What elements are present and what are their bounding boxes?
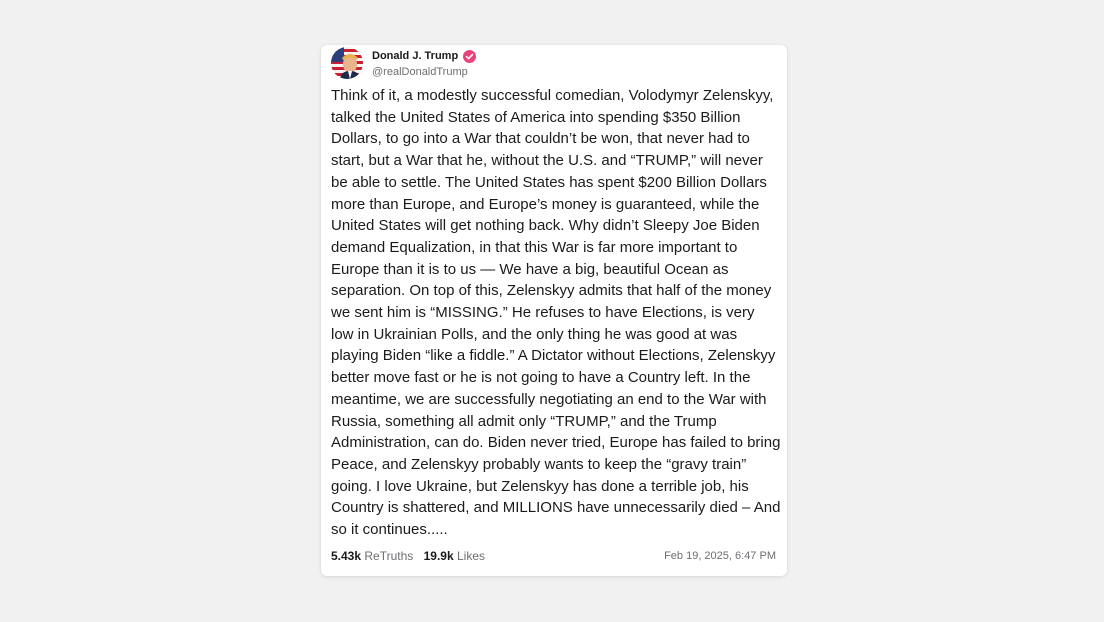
post-body-text: Think of it, a modestly successful comedian, Volodymyr Zelenskyy, talked the United States of America into spending $350 Billion Dollars, to go into a War that couldn’t be won, that never had to start, but a War that he, without the U.S. and “TRUMP,” will never be able to settle. The United States has spent $200 Billion Dollars more than Europe, and Europe’s money is guaranteed, while the United States will get nothing back. Why didn’t Sleepy Joe Biden demand Equalization, in that this War is far more important to Europe than it is to us — We have a big, beautiful Ocean as separation. On top of this, Zelenskyy admits that half of the money we sent him is “MISSING.” He refuses to have Elections, is very low in Ukrainian Polls, and the only thing he was good at was playing Biden “like a fiddle.” A Dictator without Elections, Zelenskyy better move fast or he is not going to have a Country left. In the meantime, we are successfully negotiating an end to the War with Russia, something all admit only “TRUMP,” and the Trump Administration, can do. Biden never tried, Europe has failed to bring Peace, and Zelenskyy probably wants to keep the “gravy train” going. I love Ukraine, but Zelenskyy has done a terrible job, his Country is shattered, and MILLIONS have unnecessarily died – And so it continues..... — [331, 87, 781, 539]
likes-stat[interactable] — [424, 548, 485, 564]
author-name-row — [372, 48, 476, 64]
verified-badge-icon — [463, 50, 476, 63]
post-footer — [331, 548, 776, 564]
retruths-label: ReTruths — [364, 549, 414, 563]
likes-label: Likes — [457, 549, 486, 563]
retruths-stat[interactable] — [331, 548, 413, 564]
avatar-image — [331, 47, 363, 79]
avatar[interactable] — [331, 47, 363, 79]
likes-count: 19.9k — [423, 549, 454, 563]
author-display-name[interactable]: Donald J. Trump — [372, 50, 459, 62]
retruths-count: 5.43k — [331, 549, 362, 563]
post-timestamp[interactable]: Feb 19, 2025, 6:47 PM — [664, 550, 776, 562]
post-card — [321, 45, 787, 576]
author-handle[interactable]: @realDonaldTrump — [372, 66, 468, 78]
